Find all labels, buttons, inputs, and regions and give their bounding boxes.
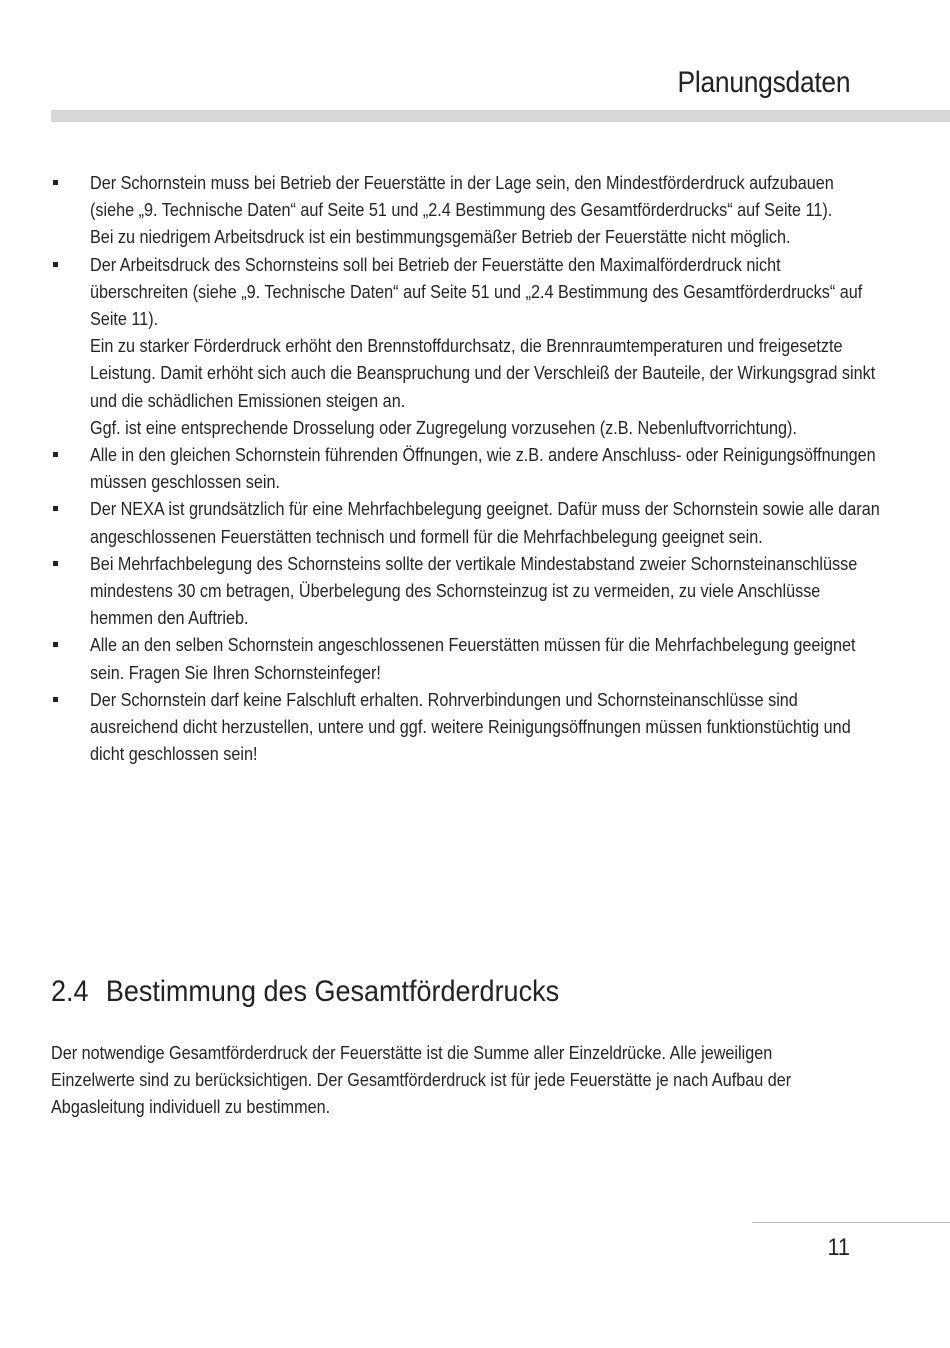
section-heading [51,975,559,1009]
bullet-paragraph: Ggf. ist eine entsprechende Drosselung oder Zugregelung vorzusehen (z.B. Nebenluftvorrichtung). [90,417,797,438]
bullet-paragraph: Der Schornstein darf keine Falschluft erhalten. Rohrverbindungen und Schornsteinanschlüsse sind ausreichend dicht herzustellen, untere und ggf. weitere Reinigungsöffnungen müssen funktionstüchtig und dicht geschlossen sein! [90,689,851,765]
bullet-icon [53,642,58,647]
bullet-item-3 [51,442,876,496]
bullet-item-1 [51,170,851,252]
page-number: 11 [827,1234,850,1261]
bullet-icon [53,262,58,267]
bullet-icon [53,697,58,702]
bullet-paragraph: Bei zu niedrigem Arbeitsdruck ist ein bestimmungsgemäßer Betrieb der Feuerstätte nicht möglich. [90,227,791,248]
footer-divider [752,1222,950,1223]
bullet-item-5 [51,551,858,633]
bullet-paragraph: Bei Mehrfachbelegung des Schornsteins sollte der vertikale Mindestabstand zweier Schornsteinanschlüsse mindestens 30 cm betragen, Überbelegung des Schornsteinzug ist zu vermeiden, zu viele Anschlüsse hemmen den Auftrieb. [90,553,858,629]
bullet-paragraph: Alle in den gleichen Schornstein führenden Öffnungen, wie z.B. andere Anschluss- oder Reinigungsöffnungen müssen geschlossen sein. [90,445,876,493]
bullet-paragraph: Der Arbeitsdruck des Schornsteins soll bei Betrieb der Feuerstätte den Maximalförderdruck nicht überschreiten (siehe „9. Technische Daten“ auf Seite 51 und „2.4 Bestimmung des Gesamtförderdrucks“ auf Seite 11). [90,254,863,330]
bullet-item-4 [51,496,880,550]
bullet-item-2 [51,252,876,442]
bullet-paragraph: Ein zu starker Förderdruck erhöht den Brennstoffdurchsatz, die Brennraumtemperaturen und freigesetzte Leistung. Damit erhöht sich auch die Beanspruchung und der Verschleiß der Bauteile, der Wirkungsgrad sinkt und die schädlichen Emissionen steigen an. [90,336,876,411]
bullet-item-7 [51,687,851,769]
bullet-paragraph: Alle an den selben Schornstein angeschlossenen Feuerstätten müssen für die Mehrfachbelegung geeignet sein. Fragen Sie Ihren Schornsteinfeger! [90,635,856,683]
page-header-title: Planungsdaten [677,66,850,99]
requirements-bullet-list [51,170,880,768]
section-title: Bestimmung des Gesamtförderdrucks [105,975,560,1008]
section-number: 2.4 [51,975,89,1008]
bullet-item-6 [51,632,856,686]
bullet-icon [53,452,58,457]
header-divider-bar [51,110,950,122]
bullet-icon [53,180,58,185]
bullet-paragraph: Der NEXA ist grundsätzlich für eine Mehrfachbelegung geeignet. Dafür muss der Schornstein sowie alle daran angeschlossenen Feuerstätten technisch und formell für die Mehrfachbelegung geeignet sein. [90,499,880,547]
bullet-paragraph: Der Schornstein muss bei Betrieb der Feuerstätte in der Lage sein, den Mindestförderdruck aufzubauen (siehe „9. Technische Daten“ auf Seite 51 und „2.4 Bestimmung des Gesamtförderdrucks“ auf Seite 11). [90,173,834,221]
bullet-icon [53,561,58,566]
bullet-icon [53,506,58,511]
section-intro-paragraph: Der notwendige Gesamtförderdruck der Feuerstätte ist die Summe aller Einzeldrücke. Alle jeweiligen Einzelwerte sind zu berücksichtigen. Der Gesamtförderdruck ist für jede Feuerstätte je nach Aufbau der Abgasleitung individuell zu bestimmen. [51,1043,792,1118]
